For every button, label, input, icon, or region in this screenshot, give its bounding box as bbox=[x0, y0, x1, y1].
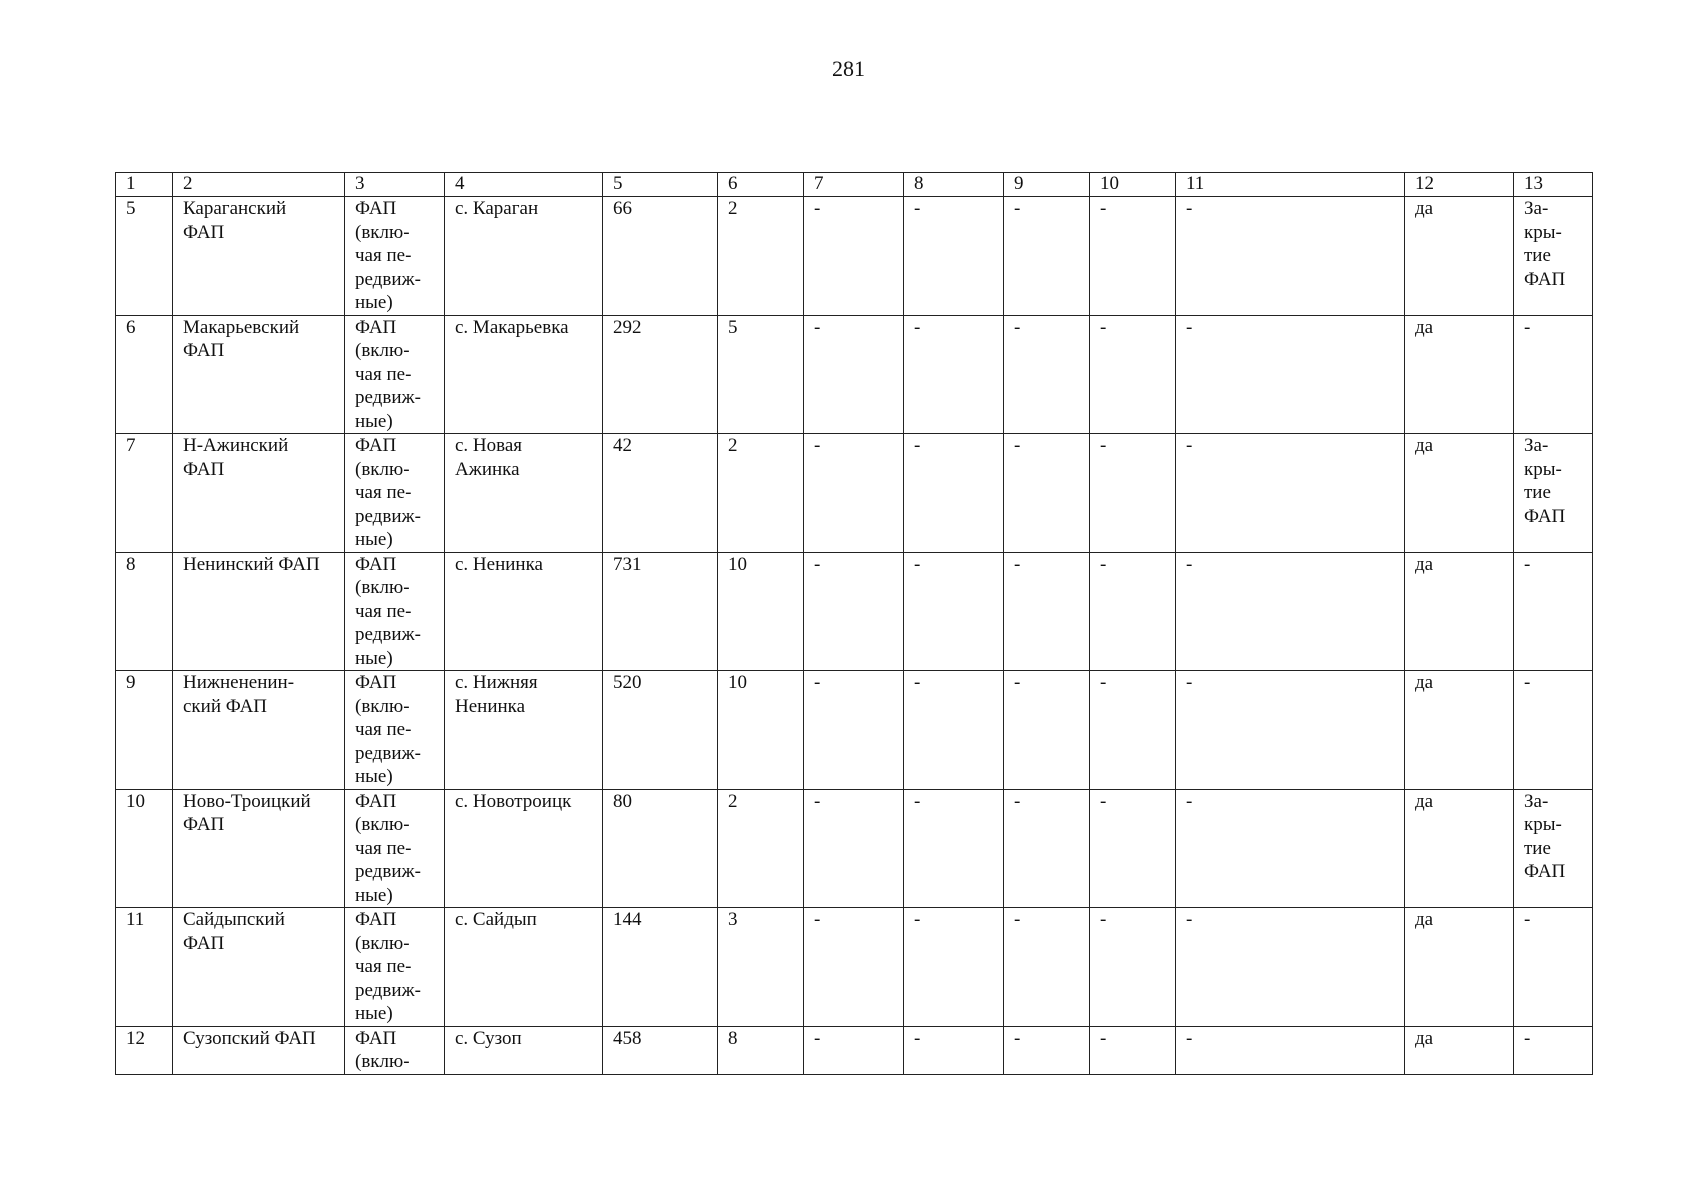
column-number-cell: 3 bbox=[345, 173, 445, 197]
table-cell bbox=[116, 908, 173, 1027]
cell-text: - bbox=[914, 909, 921, 930]
table-body bbox=[116, 173, 1593, 1075]
cell-text: - bbox=[1186, 553, 1193, 575]
column-number-cell: 10 bbox=[1090, 173, 1176, 197]
cell-text: с. Сайдып bbox=[455, 909, 537, 930]
table-cell bbox=[1004, 908, 1090, 1027]
table-cell bbox=[1405, 671, 1514, 790]
table-cell bbox=[603, 434, 718, 553]
column-number-cell: 7 bbox=[804, 173, 904, 197]
cell-text: - bbox=[814, 1027, 821, 1049]
cell-text: Сайдыпский ФАП bbox=[183, 909, 285, 954]
cell-text: - bbox=[1186, 1027, 1193, 1049]
table-cell bbox=[1514, 197, 1593, 316]
cell-text: - bbox=[814, 435, 821, 456]
table-cell bbox=[445, 552, 603, 671]
column-number-cell: 4 bbox=[445, 173, 603, 197]
column-number-cell: 13 bbox=[1514, 173, 1593, 197]
table-cell bbox=[718, 1026, 804, 1074]
cell-text: - bbox=[1186, 790, 1193, 812]
table-cell bbox=[445, 197, 603, 316]
table-cell bbox=[116, 1026, 173, 1074]
table-cell bbox=[173, 1026, 345, 1074]
cell-text: - bbox=[1100, 672, 1107, 693]
table-cell bbox=[718, 315, 804, 434]
cell-text: - bbox=[914, 672, 921, 693]
table-cell bbox=[445, 908, 603, 1027]
cell-text: - bbox=[914, 316, 921, 338]
cell-text: Макарьевский ФАП bbox=[183, 316, 300, 361]
cell-text: - bbox=[1014, 316, 1021, 338]
table-cell bbox=[445, 671, 603, 790]
table-cell bbox=[1514, 315, 1593, 434]
cell-text: 12 bbox=[126, 1027, 145, 1049]
cell-text: - bbox=[1100, 435, 1107, 456]
table-cell bbox=[1004, 552, 1090, 671]
table-cell bbox=[718, 908, 804, 1027]
cell-text: 6 bbox=[126, 316, 136, 338]
cell-text: За- кры- тие ФАП bbox=[1524, 198, 1566, 290]
table-cell bbox=[345, 197, 445, 316]
table-row bbox=[116, 908, 1593, 1027]
table-cell bbox=[1514, 552, 1593, 671]
cell-text: с. Новотроицк bbox=[455, 790, 572, 812]
column-number-cell: 6 bbox=[718, 173, 804, 197]
cell-text: - bbox=[814, 672, 821, 693]
cell-text: ФАП (вклю- чая пе- редвиж- ные) bbox=[355, 553, 421, 669]
table-cell bbox=[904, 789, 1004, 908]
table-cell bbox=[804, 908, 904, 1027]
table-cell bbox=[904, 671, 1004, 790]
table-cell bbox=[718, 671, 804, 790]
cell-text: - bbox=[914, 435, 921, 456]
cell-text: 5 bbox=[126, 198, 136, 219]
cell-text: - bbox=[1524, 316, 1531, 338]
table-cell bbox=[173, 671, 345, 790]
cell-text: 10 bbox=[126, 790, 145, 812]
cell-text: - bbox=[1014, 1027, 1021, 1049]
table-cell bbox=[116, 671, 173, 790]
cell-text: да bbox=[1415, 672, 1434, 693]
cell-text: - bbox=[914, 790, 921, 812]
cell-text: 42 bbox=[613, 435, 632, 456]
cell-text: - bbox=[1186, 672, 1193, 693]
table-cell bbox=[804, 1026, 904, 1074]
column-number-cell: 8 bbox=[904, 173, 1004, 197]
table-cell bbox=[173, 552, 345, 671]
cell-text: 10 bbox=[728, 553, 747, 575]
cell-text: - bbox=[1186, 435, 1193, 456]
cell-text: - bbox=[1014, 198, 1021, 219]
table-cell bbox=[804, 671, 904, 790]
table-cell bbox=[804, 552, 904, 671]
cell-text: 5 bbox=[728, 316, 738, 338]
cell-text: ФАП (вклю- чая пе- редвиж- ные) bbox=[355, 316, 421, 432]
table-cell bbox=[1004, 1026, 1090, 1074]
table-cell bbox=[804, 789, 904, 908]
table-cell bbox=[1176, 315, 1405, 434]
table-cell bbox=[1090, 789, 1176, 908]
cell-text: 3 bbox=[728, 909, 738, 930]
table-cell bbox=[1176, 552, 1405, 671]
cell-text: 8 bbox=[126, 553, 136, 575]
table-row bbox=[116, 1026, 1593, 1074]
table-cell bbox=[345, 671, 445, 790]
cell-text: Нижнененин- ский ФАП bbox=[183, 672, 295, 717]
cell-text: с. Новая Ажинка bbox=[455, 435, 523, 480]
table-cell bbox=[1004, 197, 1090, 316]
table-row bbox=[116, 552, 1593, 671]
table-cell bbox=[1090, 908, 1176, 1027]
table-cell bbox=[173, 908, 345, 1027]
cell-text: с. Ненинка bbox=[455, 553, 543, 575]
cell-text: да bbox=[1415, 198, 1434, 219]
cell-text: - bbox=[1100, 1027, 1107, 1049]
column-number-cell: 9 bbox=[1004, 173, 1090, 197]
cell-text: - bbox=[814, 553, 821, 575]
table-cell bbox=[904, 908, 1004, 1027]
table-row bbox=[116, 671, 1593, 790]
cell-text: 520 bbox=[613, 672, 642, 693]
column-number-cell: 2 bbox=[173, 173, 345, 197]
column-number-cell: 11 bbox=[1176, 173, 1405, 197]
cell-text: ФАП (вклю- чая пе- редвиж- ные) bbox=[355, 672, 421, 787]
cell-text: да bbox=[1415, 316, 1434, 338]
cell-text: ФАП (вклю- bbox=[355, 1027, 410, 1072]
table-cell bbox=[116, 315, 173, 434]
cell-text: ФАП (вклю- чая пе- редвиж- ные) bbox=[355, 909, 421, 1024]
cell-text: 292 bbox=[613, 316, 642, 338]
table-cell bbox=[1090, 552, 1176, 671]
table-cell bbox=[904, 315, 1004, 434]
cell-text: - bbox=[1014, 672, 1021, 693]
table-cell bbox=[1405, 1026, 1514, 1074]
cell-text: с. Нижняя Ненинка bbox=[455, 672, 538, 717]
table-cell bbox=[1405, 908, 1514, 1027]
table-cell bbox=[1176, 197, 1405, 316]
cell-text: ФАП (вклю- чая пе- редвиж- ные) bbox=[355, 198, 421, 313]
table-cell bbox=[1004, 671, 1090, 790]
cell-text: - bbox=[1524, 1027, 1531, 1049]
cell-text: - bbox=[814, 198, 821, 219]
data-table bbox=[115, 172, 1593, 1075]
cell-text: - bbox=[1100, 316, 1107, 338]
table-cell bbox=[804, 315, 904, 434]
cell-text: - bbox=[914, 198, 921, 219]
table-cell bbox=[904, 197, 1004, 316]
cell-text: - bbox=[1100, 909, 1107, 930]
cell-text: 2 bbox=[728, 790, 738, 812]
table-cell bbox=[1405, 315, 1514, 434]
cell-text: с. Караган bbox=[455, 198, 539, 219]
table-cell bbox=[116, 552, 173, 671]
table-cell bbox=[445, 315, 603, 434]
cell-text: - bbox=[1014, 553, 1021, 575]
table-cell bbox=[1514, 789, 1593, 908]
cell-text: - bbox=[1100, 198, 1107, 219]
cell-text: - bbox=[1186, 909, 1193, 930]
table-cell bbox=[345, 908, 445, 1027]
cell-text: 2 bbox=[728, 198, 738, 219]
page-number: 281 bbox=[832, 56, 865, 81]
cell-text: - bbox=[1186, 198, 1193, 219]
cell-text: - bbox=[1524, 672, 1531, 693]
table-cell bbox=[1514, 671, 1593, 790]
table-cell bbox=[445, 789, 603, 908]
column-number-cell: 12 bbox=[1405, 173, 1514, 197]
table-row bbox=[116, 197, 1593, 316]
cell-text: 144 bbox=[613, 909, 642, 930]
cell-text: За- кры- тие ФАП bbox=[1524, 435, 1566, 527]
cell-text: ФАП (вклю- чая пе- редвиж- ные) bbox=[355, 790, 421, 906]
cell-text: 731 bbox=[613, 553, 642, 575]
cell-text: Ненинский ФАП bbox=[183, 553, 320, 575]
cell-text: 66 bbox=[613, 198, 632, 219]
cell-text: ФАП (вклю- чая пе- редвиж- ные) bbox=[355, 435, 421, 550]
table-cell bbox=[1090, 315, 1176, 434]
table-cell bbox=[603, 789, 718, 908]
table-cell bbox=[173, 789, 345, 908]
table-cell bbox=[1004, 434, 1090, 553]
cell-text: - bbox=[1100, 790, 1107, 812]
column-number-cell: 1 bbox=[116, 173, 173, 197]
table-cell bbox=[603, 908, 718, 1027]
table-cell bbox=[445, 434, 603, 553]
table-cell bbox=[1004, 315, 1090, 434]
cell-text: да bbox=[1415, 909, 1434, 930]
table-cell bbox=[904, 434, 1004, 553]
table-cell bbox=[904, 552, 1004, 671]
cell-text: За- кры- тие ФАП bbox=[1524, 790, 1566, 882]
cell-text: Караганский ФАП bbox=[183, 198, 287, 243]
table-cell bbox=[1090, 1026, 1176, 1074]
table-cell bbox=[603, 197, 718, 316]
table-cell bbox=[804, 197, 904, 316]
table-cell bbox=[718, 434, 804, 553]
table-cell bbox=[1514, 1026, 1593, 1074]
cell-text: да bbox=[1415, 790, 1434, 812]
table-cell bbox=[173, 434, 345, 553]
table-cell bbox=[804, 434, 904, 553]
table-header-row bbox=[116, 173, 1593, 197]
table-cell bbox=[1405, 197, 1514, 316]
table-cell bbox=[116, 197, 173, 316]
cell-text: 10 bbox=[728, 672, 747, 693]
table-cell bbox=[173, 315, 345, 434]
table-cell bbox=[1176, 434, 1405, 553]
table-cell bbox=[1176, 1026, 1405, 1074]
table-cell bbox=[345, 789, 445, 908]
table-cell bbox=[1176, 908, 1405, 1027]
cell-text: - bbox=[1186, 316, 1193, 338]
cell-text: да bbox=[1415, 553, 1434, 575]
cell-text: 7 bbox=[126, 435, 136, 456]
table-cell bbox=[345, 1026, 445, 1074]
table-cell bbox=[1090, 434, 1176, 553]
table-cell bbox=[718, 552, 804, 671]
cell-text: Н-Ажинский ФАП bbox=[183, 435, 289, 480]
cell-text: - bbox=[814, 790, 821, 812]
table-cell bbox=[1176, 671, 1405, 790]
table-cell bbox=[445, 1026, 603, 1074]
table-cell bbox=[173, 197, 345, 316]
cell-text: с. Сузоп bbox=[455, 1027, 522, 1049]
table-cell bbox=[1004, 789, 1090, 908]
cell-text: - bbox=[1014, 909, 1021, 930]
cell-text: да bbox=[1415, 1027, 1434, 1049]
cell-text: - bbox=[914, 553, 921, 575]
table-row bbox=[116, 434, 1593, 553]
cell-text: - bbox=[1524, 909, 1531, 930]
table-row bbox=[116, 315, 1593, 434]
cell-text: 8 bbox=[728, 1027, 738, 1049]
table-cell bbox=[904, 1026, 1004, 1074]
cell-text: 9 bbox=[126, 672, 136, 693]
cell-text: - bbox=[1100, 553, 1107, 575]
cell-text: - bbox=[1014, 790, 1021, 812]
table-cell bbox=[603, 1026, 718, 1074]
table-cell bbox=[1405, 434, 1514, 553]
cell-text: Сузопский ФАП bbox=[183, 1027, 316, 1049]
table-cell bbox=[1405, 552, 1514, 671]
cell-text: - bbox=[1014, 435, 1021, 456]
table-cell bbox=[116, 434, 173, 553]
table-cell bbox=[116, 789, 173, 908]
table-cell bbox=[718, 789, 804, 908]
table-cell bbox=[345, 434, 445, 553]
cell-text: с. Макарьевка bbox=[455, 316, 569, 338]
table-cell bbox=[603, 671, 718, 790]
cell-text: да bbox=[1415, 435, 1434, 456]
table-cell bbox=[1514, 908, 1593, 1027]
cell-text: 458 bbox=[613, 1027, 642, 1049]
cell-text: - bbox=[1524, 553, 1531, 575]
cell-text: 80 bbox=[613, 790, 632, 812]
table-cell bbox=[718, 197, 804, 316]
table-cell bbox=[603, 552, 718, 671]
table-cell bbox=[1514, 434, 1593, 553]
table-cell bbox=[345, 552, 445, 671]
table-cell bbox=[1090, 671, 1176, 790]
cell-text: - bbox=[814, 909, 821, 930]
table-cell bbox=[1405, 789, 1514, 908]
table-cell bbox=[345, 315, 445, 434]
cell-text: - bbox=[814, 316, 821, 338]
cell-text: 11 bbox=[126, 909, 145, 930]
table-row bbox=[116, 789, 1593, 908]
cell-text: Ново-Троицкий ФАП bbox=[183, 790, 311, 835]
table-cell bbox=[603, 315, 718, 434]
column-number-cell: 5 bbox=[603, 173, 718, 197]
cell-text: - bbox=[914, 1027, 921, 1049]
table-cell bbox=[1090, 197, 1176, 316]
table-cell bbox=[1176, 789, 1405, 908]
cell-text: 2 bbox=[728, 435, 738, 456]
